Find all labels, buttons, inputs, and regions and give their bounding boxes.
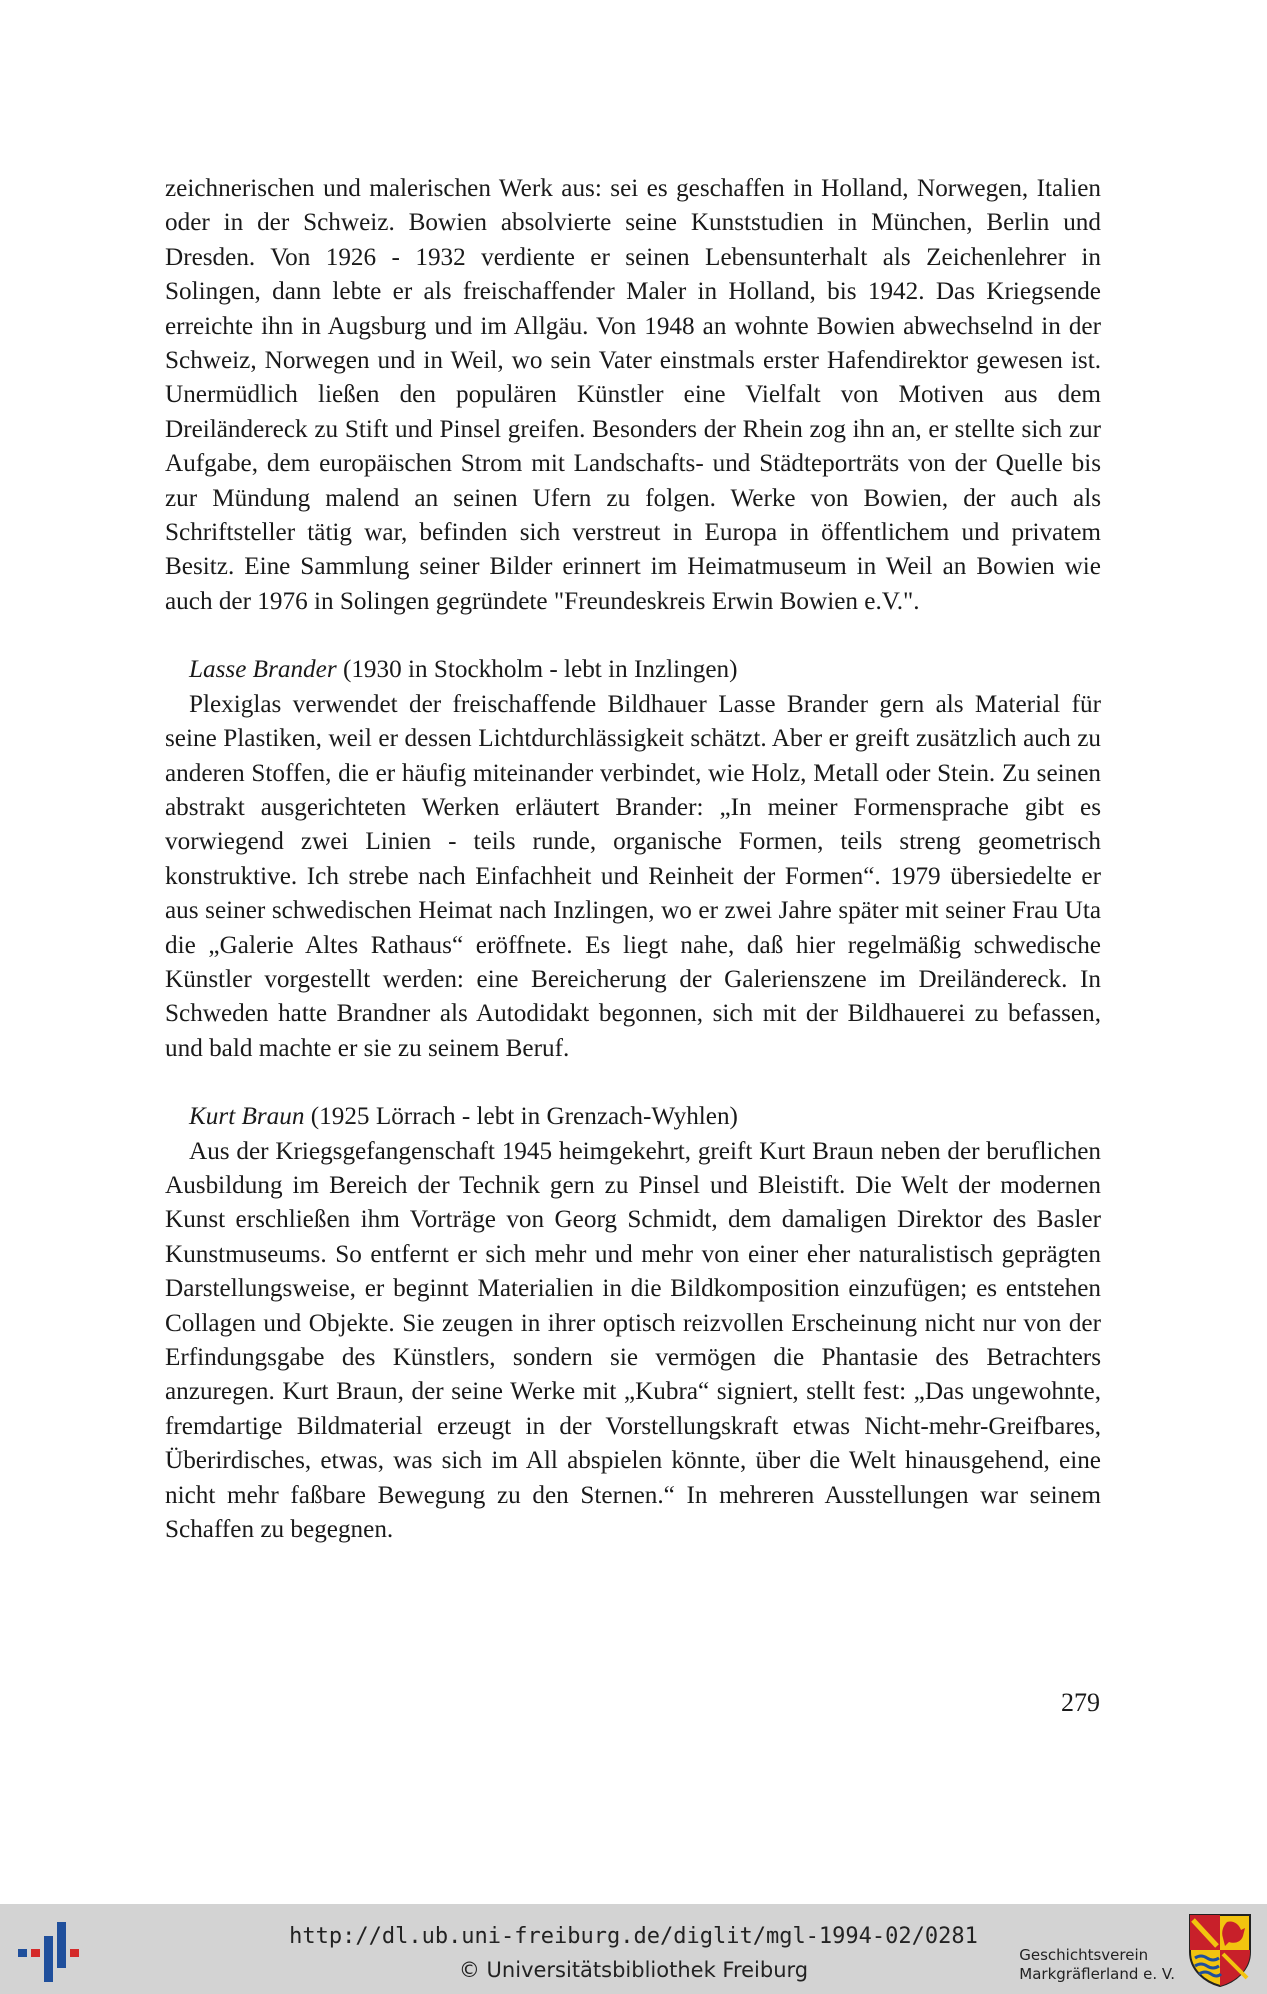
document-page [165,172,1101,1547]
page-number: 279 [1061,1688,1100,1717]
society-line-2: Markgräflerland e. V. [1019,1965,1175,1983]
society-name [1019,1946,1175,1984]
entry-name: Lasse Brander [189,656,337,684]
footer-bar [0,1904,1267,1994]
intro-paragraph: zeichnerischen und malerischen Werk aus: sei es geschaffen in Holland, Norwegen, Italien oder in der Schweiz. Bowien absolvierte seine Kunststudien in München, Berlin und Dresden. Von 1926 - 1932 verdiente er seinen Lebensunterhalt als Zeichenlehrer in Solingen, dann lebte er als freischaffender Maler in Holland, bis 1942. Das Kriegsende erreichte ihn in Augsburg und im Allgäu. Von 1948 an wohnte Bowien abwechselnd in der Schweiz, Norwegen und in Weil, wo sein Vater einstmals erster Hafendirektor gewesen ist. Unermüdlich ließen den populären Künstler eine Vielfalt von Motiven aus dem Dreiländereck zu Stift und Pinsel greifen. Besonders der Rhein zog ihn an, er stellte sich zur Aufgabe, dem europäischen Strom mit Landschafts- und Städteporträts von der Quelle bis zur Mündung malend an seinen Ufern zu folgen. Werke von Bowien, der auch als Schriftsteller tätig war, befinden sich verstreut in Europa in öffentlichem und privatem Besitz. Eine Sammlung seiner Bilder erinnert im Heimatmuseum in Weil an Bowien wie auch der 1976 in Solingen gegründete "Freundeskreis Erwin Bowien e.V.". [165,175,1101,615]
entry-dates: (1925 Lörrach - lebt in Grenzach-Wyhlen) [304,1103,738,1131]
footer-url-link[interactable]: http://dl.ub.uni-freiburg.de/diglit/mgl-1994-02/0281 [289,1924,978,1949]
society-line-1: Geschichtsverein [1019,1946,1149,1964]
entry-dates: (1930 in Stockholm - lebt in Inzlingen) [336,656,738,684]
entry-text-braun: Aus der Kriegsgefangenschaft 1945 heimgekehrt, greift Kurt Braun neben der beruflichen Ausbildung im Bereich der Technik gern zu Pinsel und Bleistift. Die Welt der modernen Kunst erschließen ihm Vorträge von Georg Schmidt, dem damaligen Direktor des Basler Kunstmuseums. So entfernt er sich mehr und mehr von einer eher naturalistisch geprägten Darstellungsweise, er beginnt Materialien in die Bildkomposition einzufügen; es entstehen Collagen und Objekte. Sie zeugen in ihrer optisch reizvollen Erscheinung nicht nur von der Erfindungsgabe des Künstlers, sondern sie vermögen die Phantasie des Betrachters anzuregen. Kurt Braun, der seine Werke mit „Kubra“ signiert, stellt fest: „Das ungewohnte, fremdartige Bildmaterial erzeugt in der Vorstellungskraft etwas Nicht-mehr-Greifbares, Überirdisches, etwas, was sich im All abspielen könnte, über die Welt hinausgehend, eine nicht mehr faßbare Bewegung zu den Sternen.“ In mehreren Ausstellungen war seinem Schaffen zu begegnen. [165,1137,1101,1544]
entry-heading-braun [165,1100,1101,1134]
entry-text-brander: Plexiglas verwendet der freischaffende Bildhauer Lasse Brander gern als Material für seine Plastiken, weil er dessen Lichtdurchlässigkeit schätzt. Aber er greift zusätzlich auch zu anderen Stoffen, die er häufig miteinander verbindet, wie Holz, Metall oder Stein. Zu seinen abstrakt ausgerichteten Werken erläutert Brander: „In meiner Formensprache gibt es vorwiegend zwei Linien - teils runde, organische Formen, teils streng geometrisch konstruktive. Ich strebe nach Einfachheit und Reinheit der Formen“. 1979 übersiedelte er aus seiner schwedischen Heimat nach Inzlingen, wo er zwei Jahre später mit seiner Frau Uta die „Galerie Altes Rathaus“ eröffnete. Es liegt nahe, daß hier regelmäßig schwedische Künstler vorgestellt werden: eine Bereicherung der Galerienszene im Dreiländereck. In Schweden hatte Brandner als Autodidakt begonnen, sich mit der Bildhauerei zu befassen, und bald machte er sie zu seinem Beruf. [165,690,1101,1062]
markgraeflerland-crest-icon [1187,1912,1253,1988]
entry-name: Kurt Braun [189,1103,305,1131]
entry-heading-brander [165,653,1101,687]
footer-copyright: © Universitätsbibliothek Freiburg [458,1958,809,1982]
